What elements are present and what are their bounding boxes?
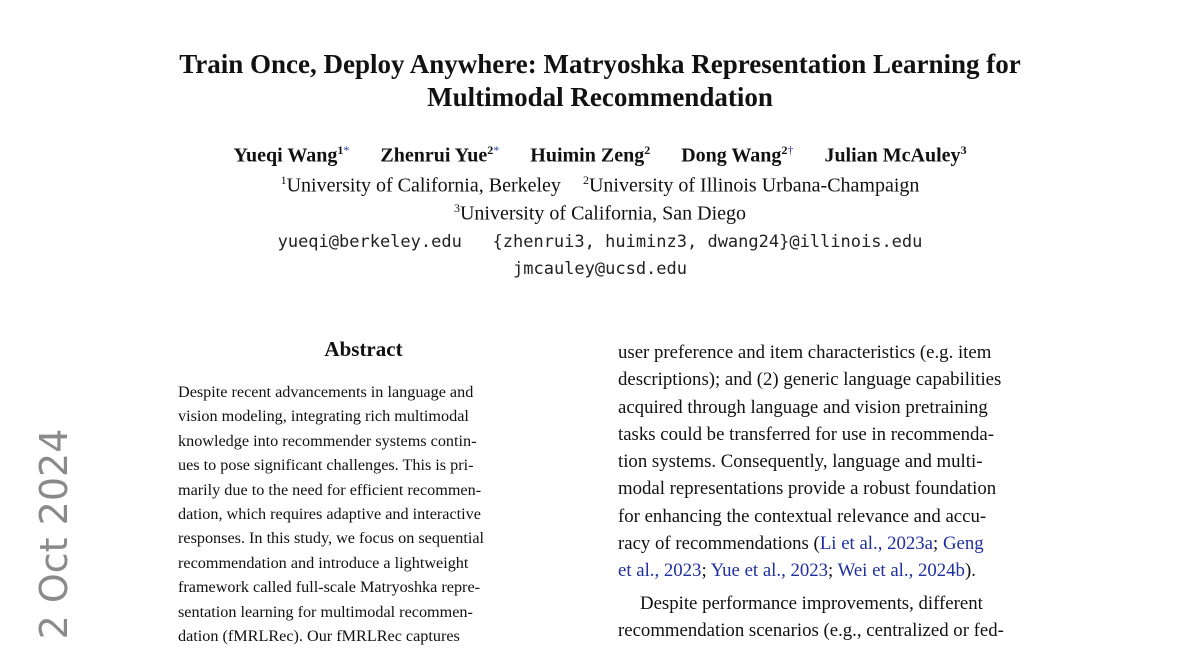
intro-line: modal representations provide a robust foundation: [618, 478, 997, 500]
affiliation-2: University of Illinois Urbana-Champaign: [588, 174, 920, 197]
abstract-line: knowledge into recommender systems contin-: [178, 431, 477, 450]
citation-link[interactable]: Wei et al., 2024b: [837, 560, 965, 582]
citation-link[interactable]: Yue et al., 2023: [710, 560, 829, 582]
abstract-line: dation, which requires adaptive and interactive: [178, 505, 481, 524]
intro-line: descriptions); and (2) generic language capabilities: [618, 369, 1002, 391]
affiliations-line-1: $^1$University of California, Berkeley $^2$University of Illinois Urbana-Champaign: [280, 173, 920, 197]
affiliation-3: University of California, San Diego: [459, 202, 747, 225]
title-line-2: Multimodal Recommendation: [427, 82, 773, 112]
intro-line: acquired through language and vision pretraining: [618, 396, 988, 418]
abstract-line: sentation learning for multimodal recommen-: [178, 602, 473, 621]
abstract-line: Despite recent advancements in language and: [178, 383, 474, 401]
abstract-line: marily due to the need for efficient recommen-: [178, 480, 482, 499]
abstract-line: vision modeling, integrating rich multimodal: [178, 407, 469, 426]
intro-line: tasks could be transferred for use in recommenda-: [618, 423, 995, 445]
email-line-2: jmcauley@ucsd.edu: [513, 259, 687, 279]
abstract-line: recommendation and introduce a lightweight: [178, 553, 469, 572]
abstract-line: dation (fMRLRec). Our fMRLRec captures: [178, 627, 460, 646]
intro-paragraph-2-line: recommendation scenarios (e.g., centralized or fed-: [618, 619, 1004, 641]
abstract-heading: Abstract: [324, 337, 403, 361]
arxiv-date-stamp: 2 Oct 2024: [32, 428, 76, 640]
affiliations-line-2: $^3$University of California, San Diego: [453, 201, 747, 225]
citation-link[interactable]: Li et al., 2023a: [819, 533, 934, 555]
paper-title: [100, 48, 1100, 114]
author-2: Zhenrui Yue$^{2*}$: [380, 143, 500, 167]
intro-paragraph-2-line: Despite performance improvements, different: [640, 592, 983, 614]
abstract-line: framework called full-scale Matryoshka repre-: [178, 578, 481, 597]
intro-line: for enhancing the contextual relevance and accu-: [618, 505, 987, 527]
affiliation-1: University of California, Berkeley: [286, 174, 561, 197]
abstract-line: ues to pose significant challenges. This is pri-: [178, 456, 474, 475]
author-3: Huimin Zeng$^2$: [530, 143, 651, 167]
abstract-body: [178, 380, 558, 648]
citation-link[interactable]: Geng: [942, 533, 984, 555]
intro-line: tion systems. Consequently, language and multi-: [618, 451, 983, 473]
author-4: Dong Wang$^{2\dagger}$: [681, 143, 794, 167]
citation-link[interactable]: et al., 2023: [618, 560, 702, 582]
author-5: Julian McAuley$^3$: [824, 143, 967, 167]
intro-line: et al., 2023; Yue et al., 2023; Wei et al., 2024b).: [618, 560, 976, 582]
intro-column: [618, 339, 1068, 644]
intro-line: racy of recommendations (Li et al., 2023a; Geng: [618, 533, 984, 555]
email-line-1: yueqi@berkeley.edu {zhenrui3, huiminz3, dwang24}@illinois.edu: [277, 232, 923, 252]
intro-line: user preference and item characteristics (e.g. item: [618, 342, 992, 363]
abstract-line: responses. In this study, we focus on sequential: [178, 529, 485, 548]
title-line-1: Train Once, Deploy Anywhere: Matryoshka Representation Learning for: [179, 49, 1021, 79]
author-list: [0, 143, 1200, 168]
author-1: Yueqi Wang$^{1*}$: [233, 143, 350, 167]
